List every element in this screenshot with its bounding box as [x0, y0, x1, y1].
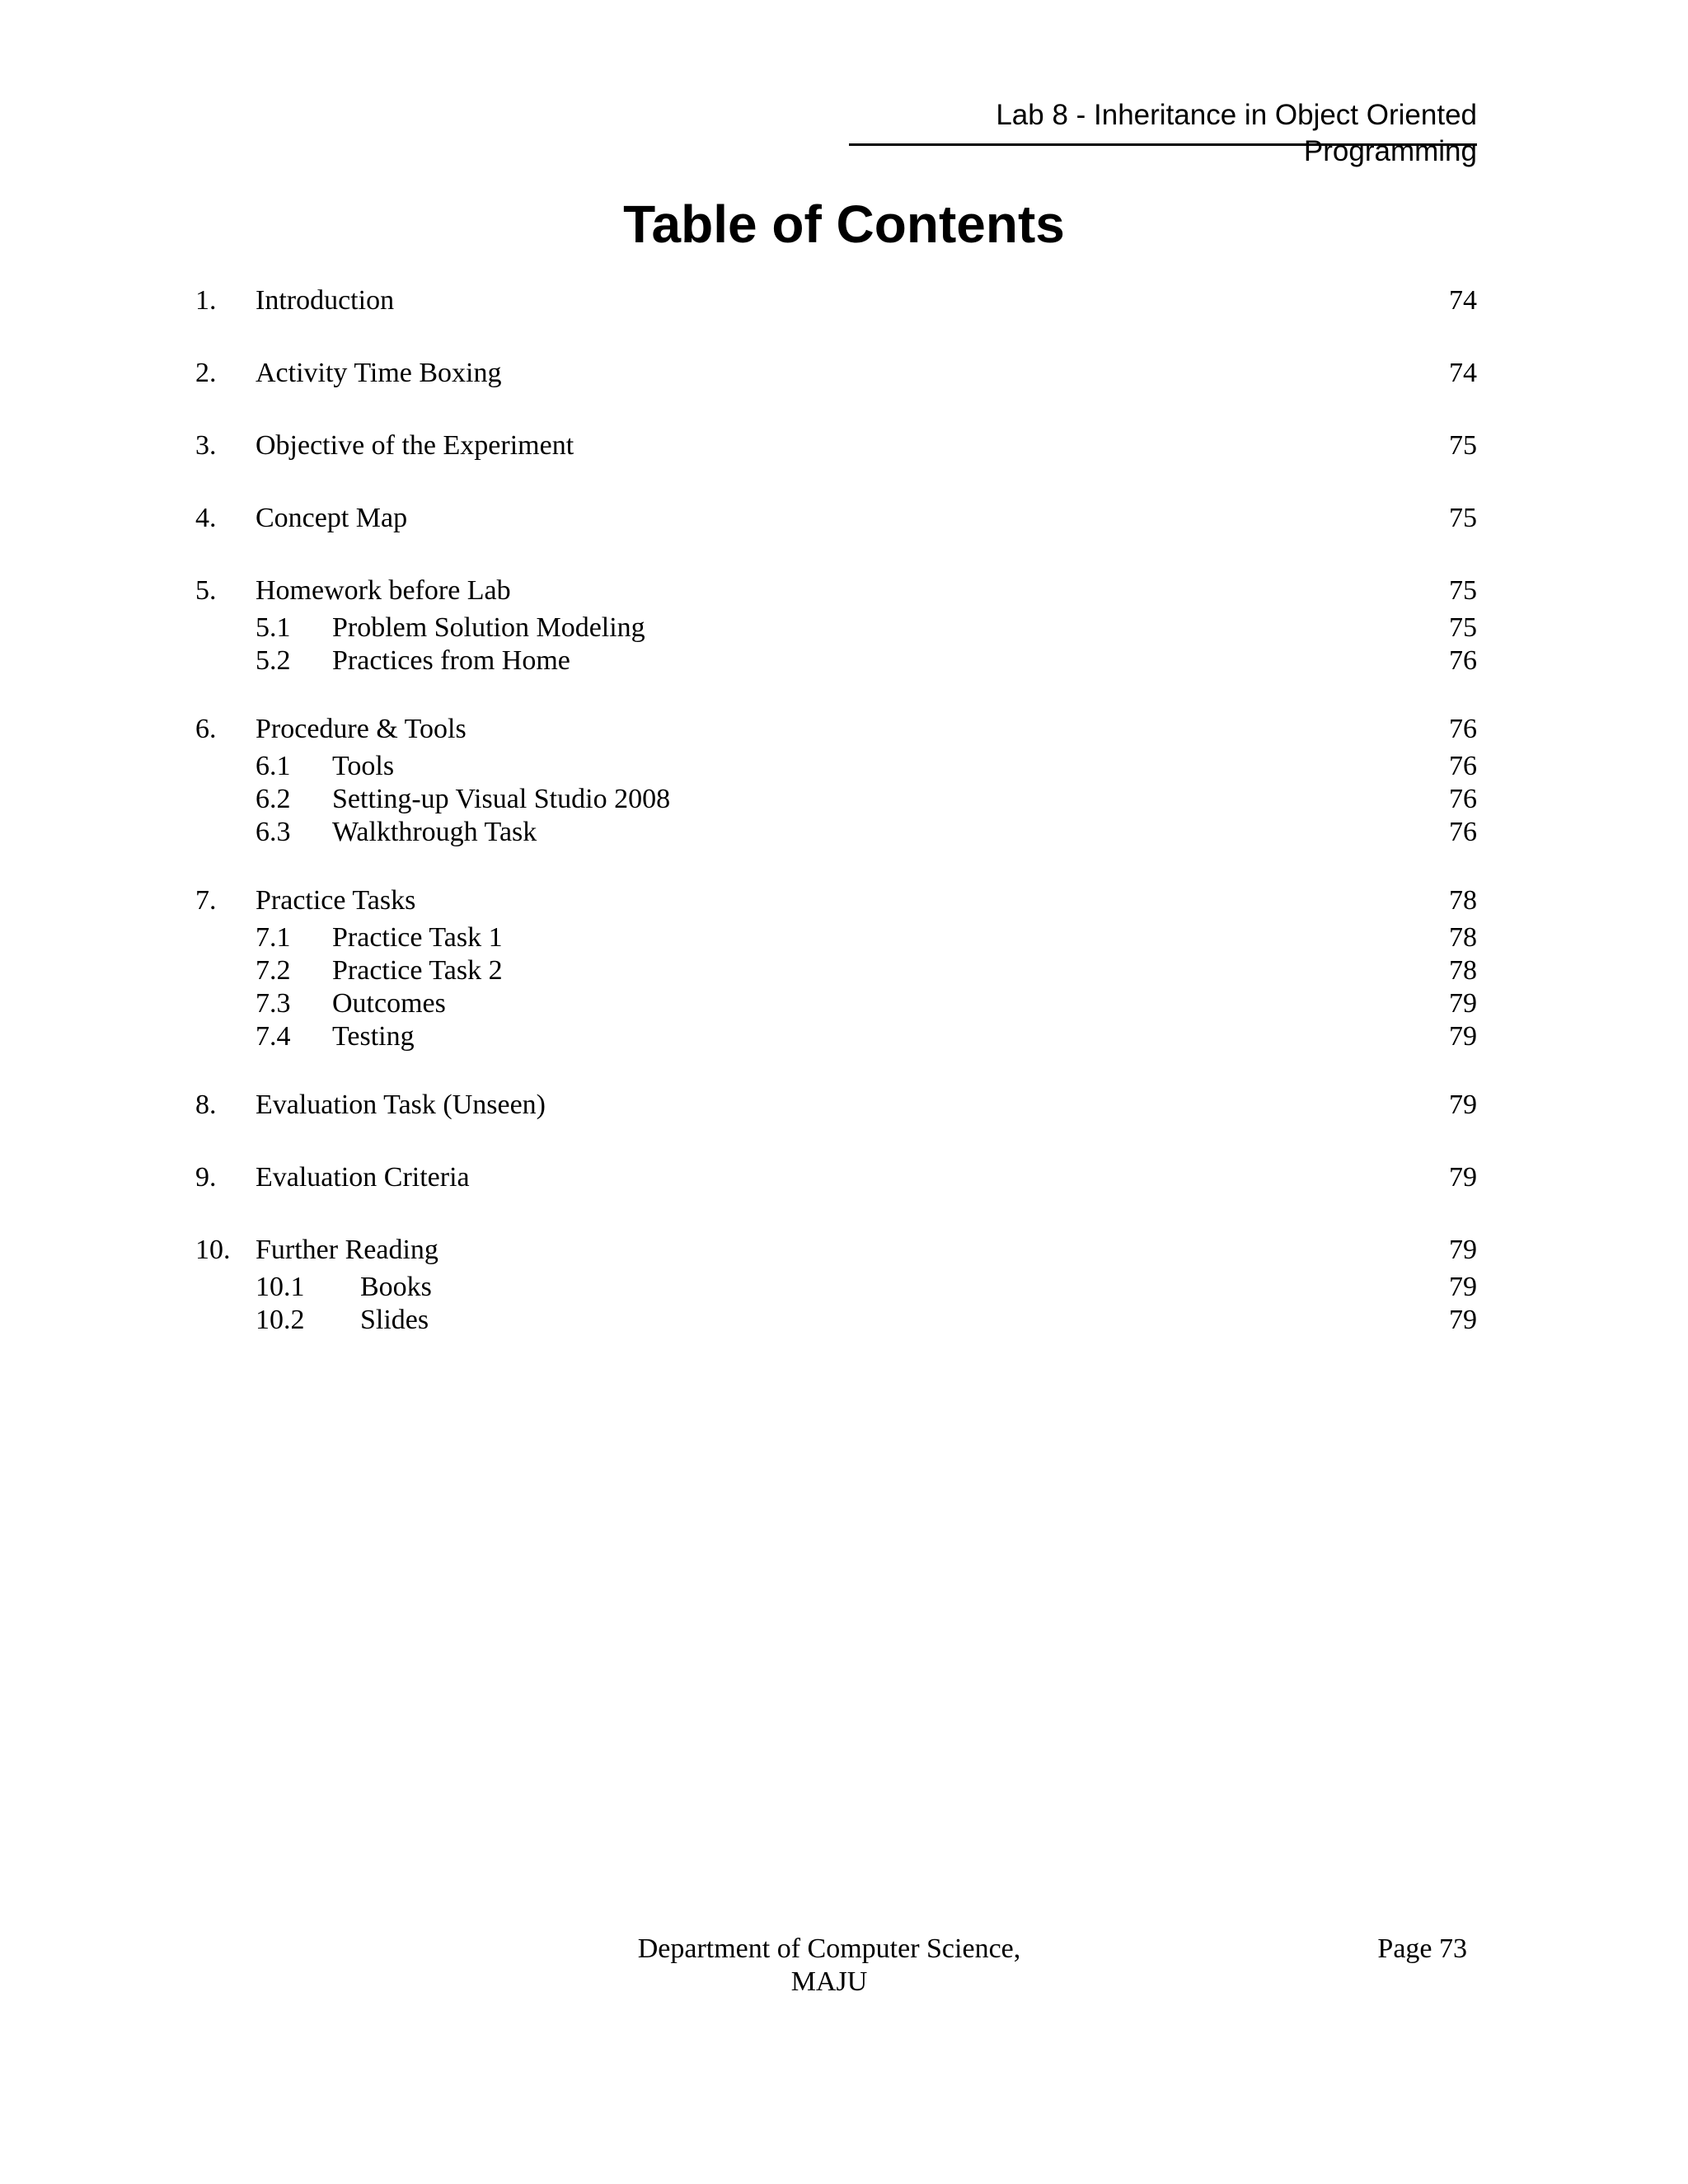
toc-subentry-number: 10.2 — [256, 1305, 305, 1335]
toc-subentry-label: Outcomes — [332, 988, 446, 1019]
toc-subentry[interactable] — [0, 816, 1688, 849]
toc-entry-label: Objective of the Experiment — [256, 430, 574, 461]
toc-entry-page: 74 — [1449, 358, 1477, 388]
toc-entry-label: Further Reading — [256, 1235, 438, 1265]
toc-entry-label: Evaluation Criteria — [256, 1162, 470, 1193]
toc-subentry[interactable] — [0, 1304, 1688, 1337]
toc-subentry[interactable] — [0, 644, 1688, 677]
toc-subentry-number: 6.3 — [256, 817, 291, 847]
toc-entry[interactable] — [0, 498, 1688, 539]
toc-subentry-page: 79 — [1449, 1021, 1477, 1052]
toc-entry-page: 75 — [1449, 575, 1477, 606]
toc-section — [0, 570, 1688, 677]
toc-entry[interactable] — [0, 709, 1688, 750]
toc-entry-number: 9. — [195, 1162, 217, 1193]
toc-entry-page: 78 — [1449, 885, 1477, 916]
toc-entry-number: 4. — [195, 503, 217, 533]
footer-department — [577, 1933, 1081, 1999]
toc-entry[interactable] — [0, 425, 1688, 466]
toc-entry-page: 75 — [1449, 503, 1477, 533]
toc-entry[interactable] — [0, 1230, 1688, 1271]
toc-subentry-label: Tools — [332, 751, 395, 781]
toc-entry-label: Activity Time Boxing — [256, 358, 502, 388]
toc-subentry[interactable] — [0, 954, 1688, 987]
toc-subentry-label: Walkthrough Task — [332, 817, 537, 847]
footer-institution-line: MAJU — [790, 1966, 868, 1997]
toc-entry-page: 79 — [1449, 1162, 1477, 1193]
table-of-contents — [0, 280, 1688, 1368]
toc-entry-label: Practice Tasks — [256, 885, 416, 916]
toc-entry-number: 1. — [195, 285, 217, 316]
toc-subentry-page: 75 — [1449, 612, 1477, 643]
toc-subentry-page: 79 — [1449, 988, 1477, 1019]
toc-subentry-number: 6.2 — [256, 784, 291, 814]
toc-subentry-label: Practice Task 2 — [332, 955, 503, 986]
toc-subentry-number: 10.1 — [256, 1272, 305, 1302]
toc-subentry-page: 76 — [1449, 817, 1477, 847]
toc-entry-label: Homework before Lab — [256, 575, 511, 606]
toc-entry-number: 5. — [195, 575, 217, 606]
toc-entry-page: 79 — [1449, 1090, 1477, 1120]
footer-department-line: Department of Computer Science, — [637, 1933, 1021, 1964]
toc-subentry-page: 76 — [1449, 751, 1477, 781]
toc-subentry-label: Problem Solution Modeling — [332, 612, 645, 643]
toc-subentry-page: 78 — [1449, 922, 1477, 953]
toc-subentry-number: 7.1 — [256, 922, 291, 953]
toc-subentry-label: Testing — [332, 1021, 415, 1052]
toc-subentry-number: 7.4 — [256, 1021, 291, 1052]
toc-subentry[interactable] — [0, 1020, 1688, 1053]
toc-entry-number: 6. — [195, 714, 217, 744]
toc-subentry-number: 6.1 — [256, 751, 291, 781]
toc-subentry-number: 7.2 — [256, 955, 291, 986]
toc-section — [0, 709, 1688, 849]
toc-entry-label: Evaluation Task (Unseen) — [256, 1090, 546, 1120]
toc-entry[interactable] — [0, 570, 1688, 612]
toc-subentry[interactable] — [0, 921, 1688, 954]
toc-entry[interactable] — [0, 880, 1688, 921]
toc-entry-number: 10. — [195, 1235, 231, 1265]
toc-subentry-page: 78 — [1449, 955, 1477, 986]
toc-subentry-number: 5.2 — [256, 645, 291, 676]
toc-subentry[interactable] — [0, 783, 1688, 816]
toc-subentry[interactable] — [0, 987, 1688, 1020]
toc-entry-page: 74 — [1449, 285, 1477, 316]
toc-entry[interactable] — [0, 1157, 1688, 1198]
toc-subentry[interactable] — [0, 750, 1688, 783]
toc-subentry-label: Practices from Home — [332, 645, 570, 676]
toc-section — [0, 498, 1688, 539]
toc-subentry-page: 79 — [1449, 1305, 1477, 1335]
toc-subentry-number: 5.1 — [256, 612, 291, 643]
toc-entry-page: 75 — [1449, 430, 1477, 461]
toc-entry-label: Concept Map — [256, 503, 408, 533]
header-rule — [849, 143, 1477, 146]
toc-subentry-label: Slides — [360, 1305, 429, 1335]
toc-subentry-page: 76 — [1449, 645, 1477, 676]
toc-section — [0, 1157, 1688, 1198]
toc-entry-number: 2. — [195, 358, 217, 388]
toc-section — [0, 880, 1688, 1053]
toc-subentry-page: 79 — [1449, 1272, 1477, 1302]
toc-heading: Table of Contents — [623, 194, 1065, 254]
toc-entry[interactable] — [0, 353, 1688, 394]
footer-page-number: Page 73 — [1377, 1933, 1467, 1964]
toc-section — [0, 280, 1688, 321]
toc-entry-page: 79 — [1449, 1235, 1477, 1265]
toc-entry[interactable] — [0, 280, 1688, 321]
toc-subentry[interactable] — [0, 1271, 1688, 1304]
toc-section — [0, 1230, 1688, 1337]
toc-section — [0, 1085, 1688, 1126]
toc-entry-label: Procedure & Tools — [256, 714, 467, 744]
toc-entry-page: 76 — [1449, 714, 1477, 744]
running-header: Lab 8 - Inheritance in Object Oriented Programming — [996, 99, 1477, 167]
toc-entry-number: 8. — [195, 1090, 217, 1120]
toc-section — [0, 353, 1688, 394]
toc-entry-number: 3. — [195, 430, 217, 461]
toc-subentry-label: Setting-up Visual Studio 2008 — [332, 784, 671, 814]
toc-subentry-number: 7.3 — [256, 988, 291, 1019]
toc-section — [0, 425, 1688, 466]
toc-subentry[interactable] — [0, 612, 1688, 644]
toc-subentry-label: Practice Task 1 — [332, 922, 503, 953]
toc-entry-number: 7. — [195, 885, 217, 916]
toc-subentry-label: Books — [360, 1272, 432, 1302]
toc-entry[interactable] — [0, 1085, 1688, 1126]
toc-subentry-page: 76 — [1449, 784, 1477, 814]
toc-entry-label: Introduction — [256, 285, 395, 316]
